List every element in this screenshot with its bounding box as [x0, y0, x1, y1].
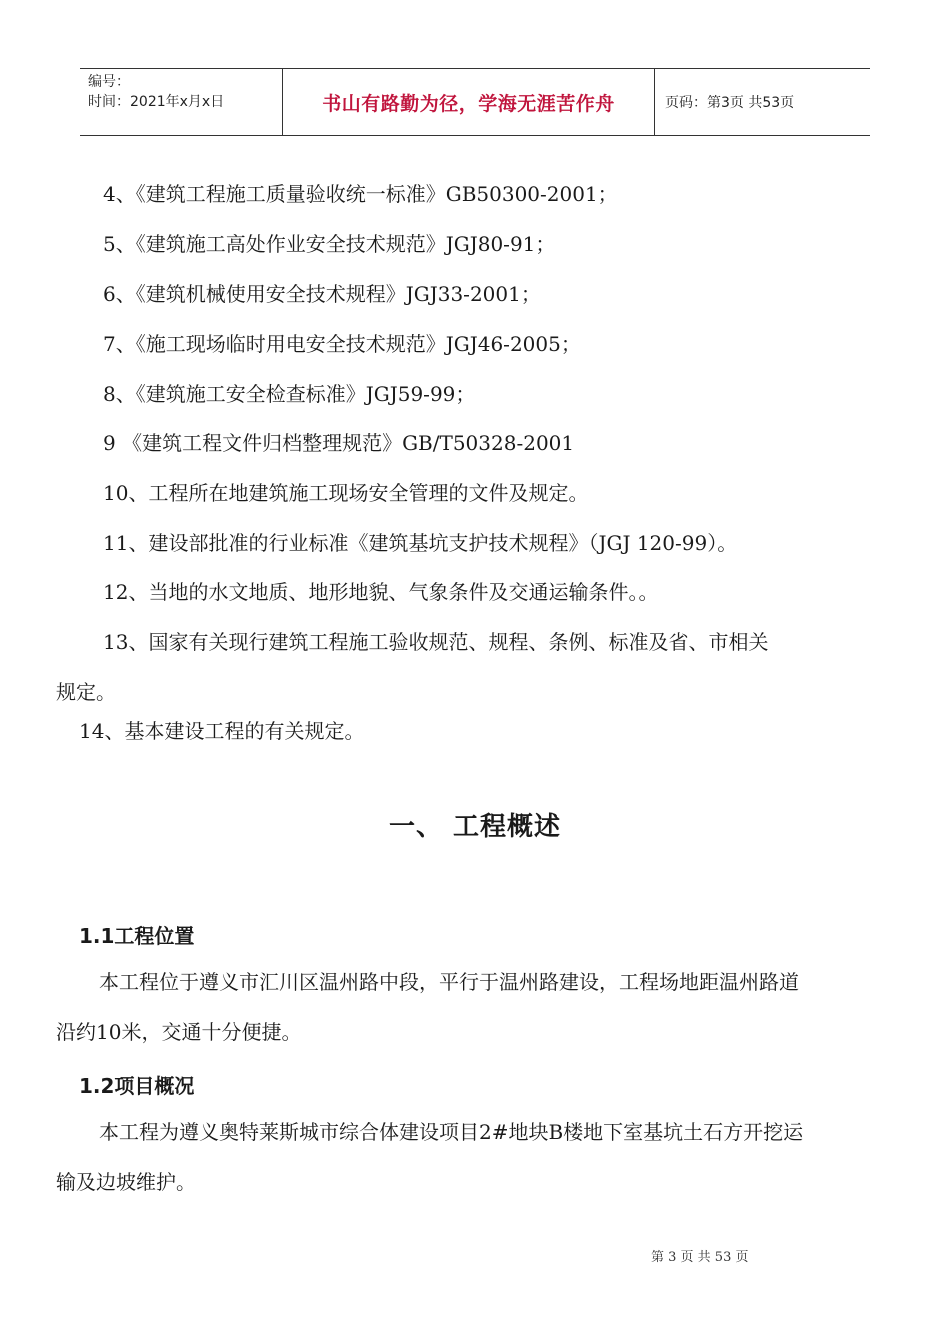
header-meta — [80, 69, 282, 135]
header-motto: 书山有路勤为径，学海无涯苦作舟 — [322, 92, 615, 115]
header-time: 时间：2021年x月x日 — [88, 94, 225, 110]
list-item-continuation: 规定。 — [56, 680, 116, 704]
list-item: 11、建设部批准的行业标准《建筑基坑支护技术规程》（JGJ 120-99）。 — [103, 531, 738, 555]
header-page-number: 页码：第3页 共53页 — [665, 95, 795, 111]
subsection-title: 1.1工程位置 — [79, 924, 195, 948]
subsection-title: 1.2项目概况 — [79, 1074, 195, 1098]
list-item: 8、《建筑施工安全检查标准》JGJ59-99； — [103, 382, 476, 406]
list-item: 13、国家有关现行建筑工程施工验收规范、规程、条例、标准及省、市相关 — [103, 630, 769, 654]
list-item: 6、《建筑机械使用安全技术规程》JGJ33-2001； — [103, 282, 541, 306]
section-title: 一、 工程概述 — [388, 812, 562, 842]
header-page-cell — [655, 69, 870, 135]
paragraph-line: 输及边坡维护。 — [56, 1170, 196, 1194]
paragraph-line: 本工程位于遵义市汇川区温州路中段，平行于温州路建设，工程场地距温州路道 — [99, 970, 799, 994]
page-footer: 第 3 页 共 53 页 — [651, 1250, 749, 1265]
list-item: 7、《施工现场临时用电安全技术规范》JGJ46-2005； — [103, 332, 581, 356]
list-item: 12、当地的水文地质、地形地貌、气象条件及交通运输条件。。 — [103, 580, 659, 604]
list-item: 14、基本建设工程的有关规定。 — [79, 719, 365, 743]
header-motto-cell — [282, 69, 655, 135]
list-item: 9 《建筑工程文件归档整理规范》GB/T50328-2001 — [103, 431, 575, 455]
paragraph-line: 沿约10米，交通十分便捷。 — [56, 1020, 302, 1044]
paragraph-line: 本工程为遵义奥特莱斯城市综合体建设项目2#地块B楼地下室基坑土石方开挖运 — [99, 1120, 804, 1144]
list-item: 5、《建筑施工高处作业安全技术规范》JGJ80-91； — [103, 232, 556, 256]
header-number: 编号： — [88, 74, 130, 90]
page-header — [80, 68, 870, 136]
list-item: 10、工程所在地建筑施工现场安全管理的文件及规定。 — [103, 481, 589, 505]
list-item: 4、《建筑工程施工质量验收统一标准》GB50300-2001； — [103, 182, 618, 206]
